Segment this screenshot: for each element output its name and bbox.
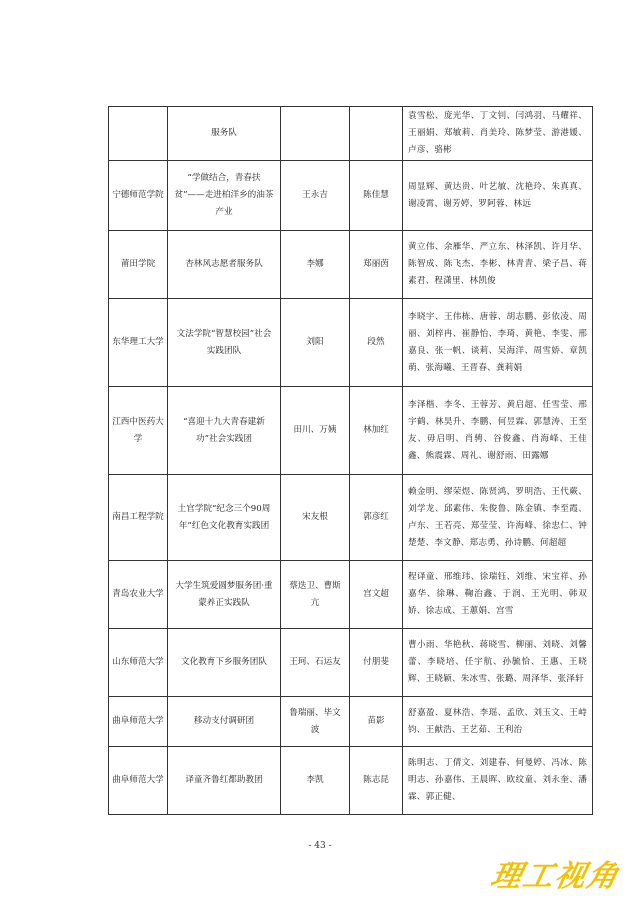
table-row [109,561,593,629]
school-cell: 南昌工程学院 [109,475,168,561]
table-row [109,161,593,231]
members-cell: 曹小雨、华艳秋、蒋晓雪、柳丽、刘晓、刘馨蕾、李晓培、任宇航、孙毓恰、王惠、王晓辉、王晓颖、朱冰雪、张璐、周泽华、张泽轩 [403,629,593,697]
tutor-cell: 刘阳 [281,299,350,387]
leader-cell: 付朋斐 [350,629,403,697]
school-cell: 曲阜师范大学 [109,697,168,747]
leader-cell: 苗影 [350,697,403,747]
team-name-cell: “喜迎十九大青春建新功”社会实践团 [168,387,281,475]
members-cell: 李泽楷、李冬、王蓉芳、黄启超、任雪莹、邢宇鹤、林昊升、李鹏、何昱霖、郭慧涛、王至友、毋启明、肖骋、谷俊鑫、肖海峰、王佳鑫、熊震霖、周礼、谢舒雨、田露娜 [403,387,593,475]
leader-cell: 陈志昆 [350,747,403,815]
members-cell: 黄立伟、余雁华、严立东、林泽凯、许月华、陈智成、陈飞杰、李彬、林青青、梁子昌、蒋素君、程潇里、林凯俊 [403,231,593,299]
team-name-cell: 大学生筑爱圆梦服务团·重蒙养正实践队 [168,561,281,629]
team-name-cell: “学做结合，青春扶贫”——走进柏洋乡的油茶产业 [168,161,281,231]
leader-cell: 郑丽茵 [350,231,403,299]
table-row [109,231,593,299]
leader-cell: 宫文超 [350,561,403,629]
school-cell: 莆田学院 [109,231,168,299]
leader-cell: 陈佳慧 [350,161,403,231]
team-name-cell: 译童齐鲁红都助教团 [168,747,281,815]
members-cell: 李晓宇、王伟栋、唐蓉、胡志鹏、彭依凌、周丽、刘梓冉、崔静怡、李琦、黄艳、李雯、邢嘉良、张一帆、谈莉、吴海洋、周雪娇、章凯萌、张海曦、王晋春、龚莉娟 [403,299,593,387]
team-name-cell: 文化教育下乡服务团队 [168,629,281,697]
team-name-cell: 移动支付调研团 [168,697,281,747]
table-row [109,629,593,697]
school-cell [109,107,168,161]
tutor-cell: 王永吉 [281,161,350,231]
page-number: - 43 - [308,841,332,851]
leader-cell: 段然 [350,299,403,387]
team-name-cell: 文法学院“智慧校园”社会实践团队 [168,299,281,387]
team-name-cell: 服务队 [168,107,281,161]
tutor-cell: 王珂、石运友 [281,629,350,697]
members-cell: 程译童、邢维玮、徐瑞钰、刘维、宋宝祥、孙嘉华、徐琳、鞠治鑫、于润、王光明、韩双娇、徐志成、王蕙娟、宫雪 [403,561,593,629]
school-cell: 曲阜师范大学 [109,747,168,815]
table-row [109,107,593,161]
table-row [109,387,593,475]
table-row [109,299,593,387]
school-cell: 东华理工大学 [109,299,168,387]
tutor-cell: 蔡迭卫、曹斯亢 [281,561,350,629]
tutor-cell: 鲁瑞丽、毕文波 [281,697,350,747]
tutor-cell: 田川、万姨 [281,387,350,475]
members-cell: 舒嘉盈、夏林浩、李瑶、孟欣、刘玉文、王峙钧、王献浩、王艺茹、王利治 [403,697,593,747]
team-name-cell: 杏林风志愿者服务队 [168,231,281,299]
tutor-cell: 宋友根 [281,475,350,561]
leader-cell: 郭彦红 [350,475,403,561]
watermark-logo: 理工视角 [487,859,623,894]
roster-table-body [109,107,593,815]
school-cell: 宁德师范学院 [109,161,168,231]
table-row [109,697,593,747]
members-cell: 赖金明、缪荣煜、陈贤鸿、罗明浩、王代蕨、刘学龙、邱素伟、朱俊鲁、陈金镇、李至霞、卢东、王若亮、郑莹莹、许海峰、徐忠仁、钟楚楚、李文静、郑志勇、孙诗鹏、何超超 [403,475,593,561]
table-row [109,747,593,815]
tutor-cell [281,107,350,161]
school-cell: 江西中医药大学 [109,387,168,475]
school-cell: 青岛农业大学 [109,561,168,629]
roster-table [108,106,593,815]
members-cell: 袁雪松、庞光华、丁文钊、闫鸿羽、马耀祥、王丽娟、郑敏莉、肖美玲、陈梦莹、游港媛、卢彦、骆彬 [403,107,593,161]
leader-cell [350,107,403,161]
tutor-cell: 李凯 [281,747,350,815]
tutor-cell: 李娜 [281,231,350,299]
leader-cell: 林加红 [350,387,403,475]
table-row [109,475,593,561]
team-name-cell: 土官学院“纪念三个90周年”红色文化教育实践团 [168,475,281,561]
school-cell: 山东师范大学 [109,629,168,697]
members-cell: 陈明志、丁倩文、刘建春、何曼婷、冯冰、陈明志、孙嘉伟、王晨晖、欧纹童、刘永奎、潘霖、郭正健、 [403,747,593,815]
members-cell: 周显辉、黄达贵、叶艺敏、沈艳玲、朱真真、谢凌霄、谢芳婷、罗阿蓉、林远 [403,161,593,231]
